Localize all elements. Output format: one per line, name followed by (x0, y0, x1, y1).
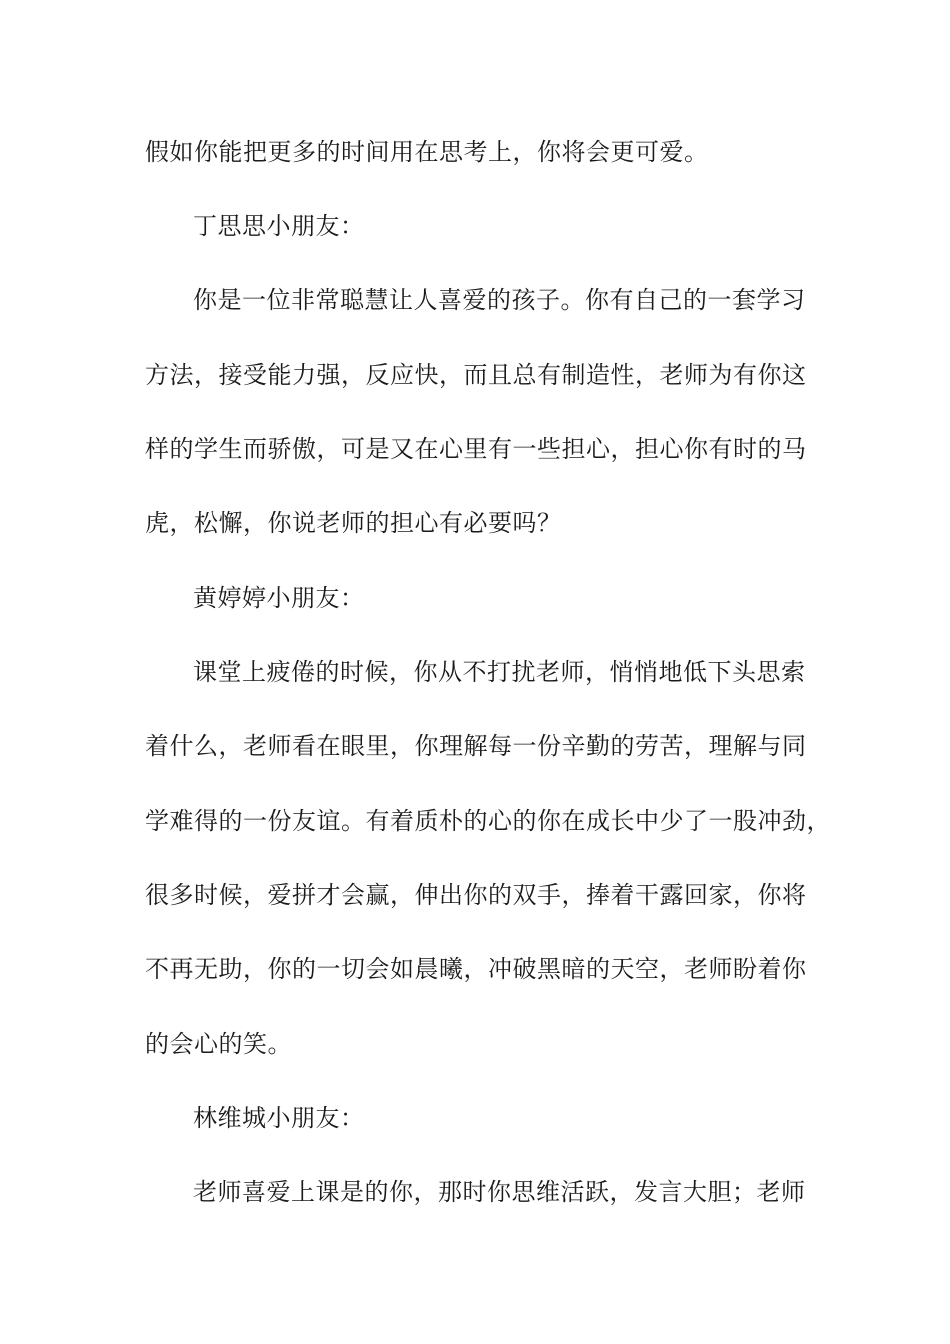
paragraph-line: 样的学生而骄傲，可是又在心里有一些担心，担心你有时的马 (145, 435, 807, 463)
paragraph-line: 学难得的一份友谊。有着质朴的心的你在成长中少了一股冲劲， (145, 807, 831, 835)
paragraph-line: 方法，接受能力强，反应快，而且总有制造性，老师为有你这 (145, 361, 807, 389)
addressee-heading: 黄婷婷小朋友： (193, 584, 365, 612)
paragraph-line: 课堂上疲倦的时候，你从不打扰老师，悄悄地低下头思索 (193, 658, 806, 686)
paragraph-line: 着什么，老师看在眼里，你理解每一份辛勤的劳苦，理解与同 (145, 732, 807, 760)
paragraph-line: 的会心的笑。 (145, 1030, 292, 1058)
paragraph-line: 很多时候，爱拼才会赢，伸出你的双手，捧着干露回家，你将 (145, 881, 807, 909)
paragraph-line: 老师喜爱上课是的你，那时你思维活跃，发言大胆；老师 (193, 1178, 806, 1206)
paragraph-line: 不再无助，你的一切会如晨曦，冲破黑暗的天空，老师盼着你 (145, 955, 807, 983)
paragraph-line: 虎，松懈，你说老师的担心有必要吗？ (145, 509, 562, 537)
paragraph-line: 假如你能把更多的时间用在思考上，你将会更可爱。 (145, 138, 709, 166)
addressee-heading: 丁思思小朋友： (193, 212, 365, 240)
paragraph-line: 你是一位非常聪慧让人喜爱的孩子。你有自己的一套学习 (193, 286, 806, 314)
addressee-heading: 林维城小朋友： (193, 1104, 365, 1132)
